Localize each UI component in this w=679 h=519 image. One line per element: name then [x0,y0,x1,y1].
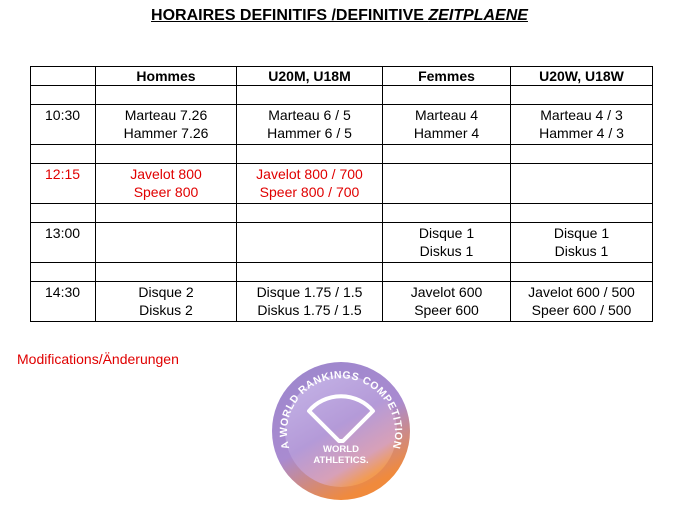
event-cell [383,105,511,145]
spacer-cell [31,86,96,105]
logo-line2: ATHLETICS. [313,455,369,466]
spacer-cell [237,86,383,105]
event-name-de: Speer 800 [133,184,199,200]
header-cell: U20W, U18W [511,67,653,86]
event-row [31,164,653,204]
event-cell [96,105,237,145]
spacer-cell [96,263,237,282]
event-cell [237,164,383,204]
spacer-row [31,86,653,105]
spacer-cell [237,204,383,223]
header-cell: Femmes [383,67,511,86]
event-cell [96,164,237,204]
header-row [31,67,653,86]
event-cell [383,282,511,322]
spacer-row [31,263,653,282]
event-name-de: Speer 600 [414,302,479,318]
event-cell [383,223,511,263]
time-cell: 14:30 [31,282,96,322]
title-main: HORAIRES DEFINITIFS /DEFINITIVE [151,7,429,24]
event-name-fr: Disque 1 [418,225,475,241]
event-cell [96,282,237,322]
event-name-fr: Marteau 7.26 [124,107,208,123]
event-name-de: Speer 800 / 700 [259,184,360,200]
spacer-cell [383,263,511,282]
event-name-fr: Javelot 800 / 700 [256,166,363,182]
event-row [31,223,653,263]
spacer-cell [511,145,653,164]
header-cell: U20M, U18M [237,67,383,86]
event-name-fr: Javelot 800 [130,166,202,182]
event-name-de: Diskus 1 [419,243,474,259]
header-cell [31,67,96,86]
spacer-cell [383,86,511,105]
event-cell [511,282,653,322]
event-name-fr: Marteau 6 / 5 [268,107,351,123]
event-row [31,282,653,322]
spacer-cell [31,263,96,282]
modifications-label: Modifications/Änderungen [17,351,179,367]
event-cell [511,164,653,204]
time-cell: 13:00 [31,223,96,263]
title-italic: ZEITPLAENE [428,7,528,24]
spacer-cell [237,263,383,282]
spacer-cell [96,145,237,164]
spacer-cell [511,204,653,223]
event-name-de: Speer 600 / 500 [531,302,632,318]
spacer-row [31,204,653,223]
event-name-fr: Javelot 600 [410,284,483,300]
event-cell [511,223,653,263]
event-name-de: Diskus 2 [139,302,193,318]
spacer-row [31,145,653,164]
spacer-cell [383,145,511,164]
event-cell [96,223,237,263]
spacer-cell [511,86,653,105]
logo-ring-text: A WORLD RANKINGS COMPETITION [277,369,405,451]
page-title [0,7,679,25]
spacer-cell [237,145,383,164]
spacer-cell [96,86,237,105]
event-name-fr: Marteau 4 / 3 [540,107,623,123]
event-name-fr: Disque 1 [553,225,610,241]
event-cell [237,282,383,322]
spacer-cell [383,204,511,223]
spacer-cell [31,204,96,223]
event-name-fr: Marteau 4 [414,107,479,123]
event-name-fr: Javelot 600 / 500 [528,284,635,300]
event-name-fr: Disque 2 [138,284,194,300]
event-name-fr: Disque 1.75 / 1.5 [256,284,363,300]
event-row [31,105,653,145]
world-athletics-logo [271,361,411,501]
time-cell: 12:15 [31,164,96,204]
event-name-de: Hammer 4 / 3 [539,125,624,141]
event-name-de: Diskus 1.75 / 1.5 [257,302,362,318]
event-cell [237,223,383,263]
event-cell [383,164,511,204]
event-name-de: Hammer 4 [413,125,480,141]
spacer-cell [31,145,96,164]
event-cell [511,105,653,145]
spacer-cell [96,204,237,223]
time-cell: 10:30 [31,105,96,145]
event-cell [237,105,383,145]
event-name-de: Hammer 7.26 [123,125,209,141]
event-name-de: Hammer 6 / 5 [267,125,352,141]
logo-line1: WORLD [323,444,359,455]
event-name-de: Diskus 1 [554,243,609,259]
spacer-cell [511,263,653,282]
header-cell: Hommes [96,67,237,86]
schedule-table [30,66,653,322]
